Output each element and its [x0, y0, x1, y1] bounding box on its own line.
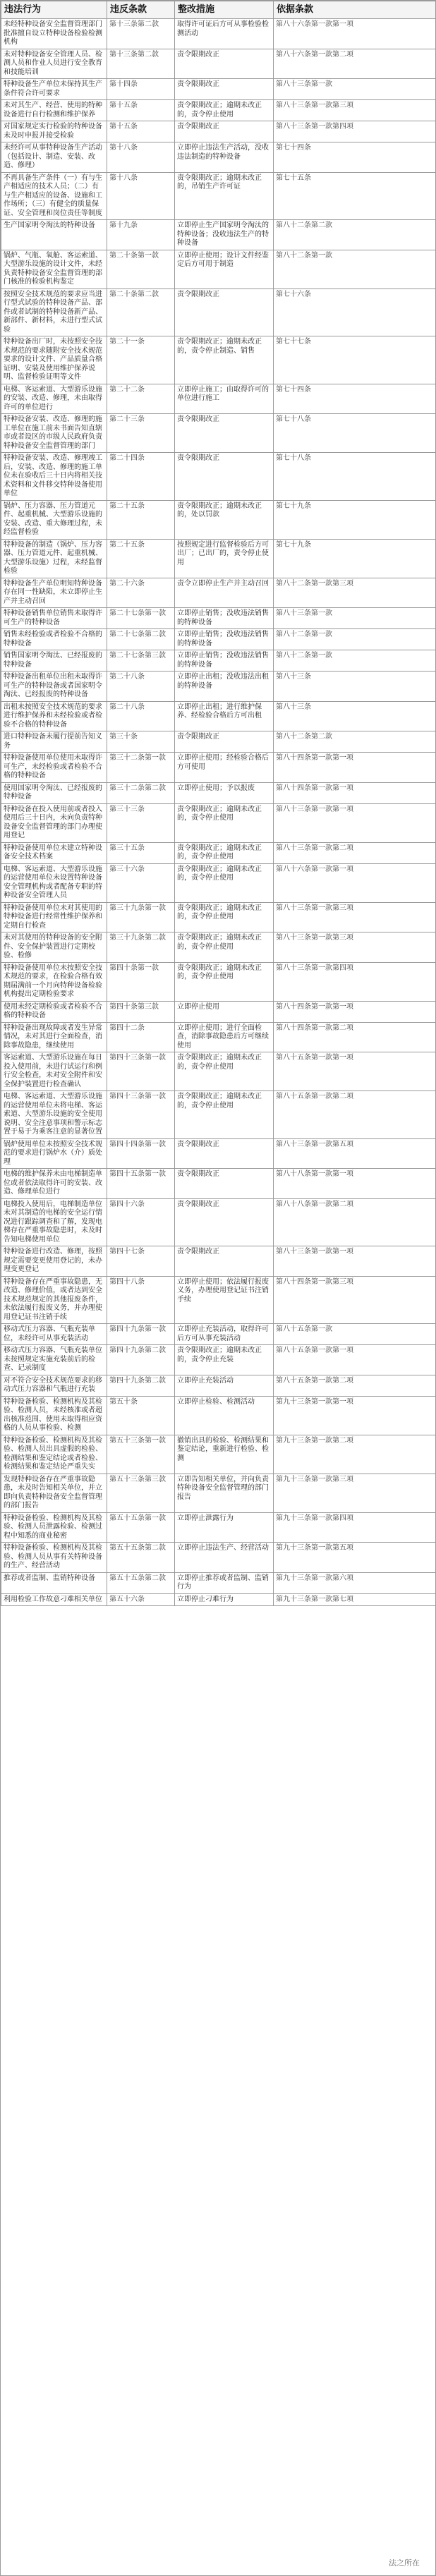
- cell-violation: 使用未经定期检验或者检验不合格的特种设备: [1, 1001, 107, 1022]
- cell-basis: 第七十四条: [274, 384, 436, 414]
- table-row: [1, 1396, 436, 1435]
- cell-violation: 特种设备的制造（锅炉、压力容器、压力管道元件、起重机械、大型游乐设施）过程，未经监督检验: [1, 539, 107, 578]
- cell-violation: 锅炉、压力容器、压力管道元件、起重机械、大型游乐设施的安装、改造、重大修理过程，未经监督检验: [1, 500, 107, 539]
- cell-measures: 责令限期改正；逾期未改正的，责令停止充装: [175, 1345, 274, 1375]
- table-row: [1, 1138, 436, 1169]
- cell-clause: 第二十七条第三款: [107, 650, 175, 672]
- cell-clause: 第三十九条第一款: [107, 902, 175, 932]
- cell-violation: 未经特种设备安全监督管理部门批准擅自设立特种设备检验检测机构: [1, 19, 107, 49]
- cell-clause: 第四十二条: [107, 1022, 175, 1052]
- cell-violation: 特种设备使用单位未按照安全技术规范的要求，在检验合格有效期届满前一个月向特种设备检验机构提出定期检验要求: [1, 962, 107, 1001]
- cell-measures: 立即停止使用；设计文件经鉴定后方可用于制造: [175, 250, 274, 288]
- cell-basis: 第九十三条第一款第二项: [274, 1435, 436, 1474]
- cell-clause: 第五十五条第一款: [107, 1512, 175, 1543]
- cell-clause: 第四十六条: [107, 1198, 175, 1246]
- cell-clause: 第五十五条第二款: [107, 1543, 175, 1573]
- cell-violation: 特种设备检验、检测机构及其检验、检测人员，未经核准或者超出核准范围、使用未取得相应资格的人员从事检验、检测: [1, 1396, 107, 1435]
- table-row: [1, 49, 436, 79]
- cell-measures: 责令限期改正；逾期未改正的，责令停止制造、销售: [175, 336, 274, 384]
- cell-clause: 第四十三条第一款: [107, 1091, 175, 1139]
- cell-measures: 责令限期改正；逾期未改正的，责令停止使用: [175, 932, 274, 963]
- cell-measures: 责令限期改正: [175, 79, 274, 100]
- cell-violation: 按照安全技术规范的要求应当进行型式试验的特种设备产品、部件或者试制的特种设备新产品、新部件、新材料，未进行型式试验: [1, 288, 107, 336]
- table-row: [1, 1593, 436, 1606]
- cell-violation: 不再具备生产条件（一）有与生产相适应的技术人员；（二）有与生产相适应的设备、设施和工作场所；（三）有健全的质量保证、安全管理和岗位责任等制度: [1, 172, 107, 220]
- cell-basis: 第八十八条第一款第一项: [274, 1169, 436, 1199]
- table-row: [1, 1324, 436, 1345]
- table-row: [1, 650, 436, 672]
- cell-violation: 发现特种设备存在严重事故隐患，未及时告知相关单位，并立即向负责特种设备安全监督管理的部门报告: [1, 1474, 107, 1512]
- table-row: [1, 220, 436, 250]
- cell-measures: 立即停止刁难行为: [175, 1593, 274, 1606]
- cell-clause: 第三十五条: [107, 842, 175, 863]
- cell-violation: 移动式压力容器、气瓶充装单位，未经许可从事充装活动: [1, 1324, 107, 1345]
- cell-basis: 第八十三条第一款第四项: [274, 962, 436, 1001]
- cell-violation: 使用国家明令淘汰、已经报废的特种设备: [1, 782, 107, 803]
- cell-violation: 特种设备进行改造、修理，按照规定需要变更使用登记的，未办理变更登记: [1, 1246, 107, 1277]
- cell-clause: 第十五条: [107, 121, 175, 142]
- cell-basis: 第八十三条第一款第三项: [274, 100, 436, 121]
- cell-violation: 电梯、客运索道、大型游乐设施的运营使用单位未将电梯、客运索道、大型游乐设施的安全使用说明、安全注意事项和警示标志置于易于为乘客注意的显著位置: [1, 1091, 107, 1139]
- cell-violation: 电梯、客运索道、大型游乐设施的安装、改造、修理，未由取得许可的单位进行: [1, 384, 107, 414]
- cell-clause: 第二十七条第一款: [107, 608, 175, 629]
- cell-clause: 第四十五条第一款: [107, 1169, 175, 1199]
- cell-measures: 责令限期改正: [175, 1138, 274, 1169]
- header-violation: 违法行为: [1, 1, 107, 19]
- cell-violation: 销售未经检验或者检验不合格的特种设备: [1, 629, 107, 650]
- cell-basis: 第八十三条第一款: [274, 608, 436, 629]
- cell-clause: 第四十九条第一款: [107, 1324, 175, 1345]
- cell-basis: 第八十二条第一款: [274, 629, 436, 650]
- table-row: [1, 863, 436, 902]
- table-row: [1, 288, 436, 336]
- cell-measures: 立即停止充装活动，取得许可后方可从事充装活动: [175, 1324, 274, 1345]
- cell-basis: 第八十三条: [274, 672, 436, 702]
- cell-clause: 第二十七条第二款: [107, 629, 175, 650]
- cell-clause: 第五十六条: [107, 1593, 175, 1606]
- cell-measures: 立即停止销售；没收违法销售的特种设备: [175, 608, 274, 629]
- cell-measures: 责令限期改正；逾期未改正的，责令停止使用: [175, 100, 274, 121]
- cell-clause: 第二十五条: [107, 500, 175, 539]
- cell-measures: 责令限期改正；逾期未改正的，责令停止使用: [175, 1052, 274, 1091]
- cell-measures: 立即停止出租；进行维护保养、经检验合格后方可出租: [175, 701, 274, 731]
- cell-clause: 第四十三条第一款: [107, 1052, 175, 1091]
- cell-violation: 生产国家明令淘汰的特种设备: [1, 220, 107, 250]
- cell-basis: 第八十六条第一款第一项: [274, 863, 436, 902]
- cell-clause: 第二十三条: [107, 414, 175, 453]
- cell-basis: 第七十七条: [274, 336, 436, 384]
- cell-measures: 立即停止使用；依法履行报废义务，办理使用登记证书注销手续: [175, 1276, 274, 1324]
- cell-basis: 第八十四条第一款第一项: [274, 782, 436, 803]
- cell-basis: 第八十六条第一款第二项: [274, 49, 436, 79]
- table-row: [1, 803, 436, 842]
- cell-measures: 责令限期改正；逾期未改正的，责令停止使用: [175, 962, 274, 1001]
- cell-violation: 特种设备销售单位销售未取得许可生产的特种设备: [1, 608, 107, 629]
- cell-measures: 立即停止生产国家明令淘汰的特种设备；没收违法生产的特种设备: [175, 220, 274, 250]
- cell-violation: 出租未按照安全技术规范的要求进行维护保养和未经检验或者检验不合格的特种设备: [1, 701, 107, 731]
- cell-basis: 第八十三条第一款第一项: [274, 803, 436, 842]
- cell-violation: 特种设备生产单位明知特种设备存在同一性缺陷，未立即停止生产并主动召回: [1, 578, 107, 608]
- cell-clause: 第四十条第三款: [107, 1001, 175, 1022]
- cell-clause: 第十八条: [107, 142, 175, 173]
- table-row: [1, 1435, 436, 1474]
- table-row: [1, 701, 436, 731]
- cell-basis: 第八十六条第一款第一项: [274, 19, 436, 49]
- cell-violation: 锅炉、气瓶、氧舱、客运索道、大型游乐设施的设计文件，未经负责特种设备安全监督管理的部门核准的检验机构鉴定: [1, 250, 107, 288]
- cell-basis: 第八十四条第一款第三项: [274, 1276, 436, 1324]
- cell-clause: 第三十九条第二款: [107, 932, 175, 963]
- cell-measures: 责令限期改正；逾期未改正的，责令停止使用: [175, 842, 274, 863]
- table-row: [1, 1474, 436, 1512]
- cell-measures: 责令限期改正；逾期未改正的，处以罚款: [175, 500, 274, 539]
- cell-violation: 特种设备使用单位使用未取得许可生产，未经检验或者检验不合格的特种设备: [1, 753, 107, 783]
- table-row: [1, 1001, 436, 1022]
- table-row: [1, 1169, 436, 1199]
- cell-clause: 第二十二条: [107, 384, 175, 414]
- table-row: [1, 539, 436, 578]
- cell-measures: 责令限期改正: [175, 414, 274, 453]
- table-row: [1, 500, 436, 539]
- table-row: [1, 414, 436, 453]
- table-row: [1, 384, 436, 414]
- cell-clause: 第四十四条第一款: [107, 1138, 175, 1169]
- cell-clause: 第十四条: [107, 79, 175, 100]
- cell-clause: 第二十四条: [107, 453, 175, 501]
- cell-measures: 按照规定进行监督检验后方可出厂；已出厂的，责令停止使用: [175, 539, 274, 578]
- cell-basis: 第七十九条: [274, 500, 436, 539]
- cell-basis: 第七十四条: [274, 142, 436, 173]
- cell-basis: 第八十四条第一款第二项: [274, 1022, 436, 1052]
- cell-clause: 第三十二条第一款: [107, 753, 175, 783]
- cell-clause: 第十五条: [107, 100, 175, 121]
- cell-clause: 第四十九条第二款: [107, 1345, 175, 1375]
- cell-measures: 责令限期改正: [175, 288, 274, 336]
- header-row: [1, 1, 436, 19]
- cell-basis: 第八十二条第一款: [274, 650, 436, 672]
- cell-measures: 责令限期改正: [175, 731, 274, 753]
- cell-basis: 第七十九条: [274, 539, 436, 578]
- cell-violation: 特种设备出租单位出租未取得许可生产的特种设备或者国家明令淘汰、已经报废的特种设备: [1, 672, 107, 702]
- table-row: [1, 962, 436, 1001]
- cell-violation: 未对特种设备安全管理人员、检测人员和作业人员进行安全教育和技能培训: [1, 49, 107, 79]
- cell-basis: 第八十二条第二款: [274, 220, 436, 250]
- cell-basis: 第八十四条第一款第一项: [274, 1001, 436, 1022]
- table-row: [1, 142, 436, 173]
- cell-basis: 第八十二条第二款: [274, 731, 436, 753]
- watermark: 法之所在: [389, 2558, 420, 2568]
- cell-basis: 第八十三条: [274, 701, 436, 731]
- table-row: [1, 453, 436, 501]
- table-row: [1, 1052, 436, 1091]
- cell-measures: 立即停止出租；没收违法出租的特种设备: [175, 672, 274, 702]
- cell-clause: 第十八条: [107, 172, 175, 220]
- cell-violation: 对不符合安全技术规范要求的移动式压力容器和气瓶进行充装: [1, 1375, 107, 1396]
- cell-violation: 锅炉使用单位未按照安全技术规范的要求进行锅炉水（介）质处理: [1, 1138, 107, 1169]
- cell-measures: 责令限期改正；逾期未改正的，责令停止使用: [175, 863, 274, 902]
- cell-violation: 移动式压力容器、气瓶充装单位未按照规定实施充装前后的检查、记录制度: [1, 1345, 107, 1375]
- cell-measures: 责令限期改正: [175, 1169, 274, 1199]
- table-row: [1, 1345, 436, 1375]
- table-row: [1, 1512, 436, 1543]
- cell-violation: 电梯的维护保养未由电梯制造单位或者依法取得许可的安装、改造、修理单位进行: [1, 1169, 107, 1199]
- cell-basis: 第七十六条: [274, 288, 436, 336]
- cell-measures: 责令限期改正: [175, 1246, 274, 1277]
- cell-violation: 电梯投入使用后，电梯制造单位未对其制造的电梯的安全运行情况进行跟踪调查和了解，发现电梯存在严重事故隐患时，未及时告知电梯使用单位: [1, 1198, 107, 1246]
- cell-measures: 取得许可证后方可从事检验检测活动: [175, 19, 274, 49]
- cell-violation: 未对其生产、经营、使用的特种设备进行自行检测和维护保养: [1, 100, 107, 121]
- cell-clause: 第十三条第二款: [107, 19, 175, 49]
- cell-measures: 立即停止泄露行为: [175, 1512, 274, 1543]
- cell-clause: 第二十一条: [107, 336, 175, 384]
- cell-basis: 第九十三条第一款第六项: [274, 1572, 436, 1593]
- cell-basis: 第八十三条第一款第三项: [274, 902, 436, 932]
- cell-measures: 立即停止销售；没收违法销售的特种设备: [175, 629, 274, 650]
- cell-basis: 第八十五条第一款第二项: [274, 1375, 436, 1396]
- cell-violation: 电梯、客运索道、大型游乐设施的运营使用单位未设置特种设备安全管理机构或者配备专职的特种设备安全管理人员: [1, 863, 107, 902]
- table-row: [1, 1246, 436, 1277]
- cell-violation: 对国家规定实行检验的特种设备未及时申报并接受检验: [1, 121, 107, 142]
- cell-measures: 责令限期改正；逾期未改正的，责令停止使用: [175, 803, 274, 842]
- cell-clause: 第二十八条: [107, 701, 175, 731]
- cell-basis: 第八十四条第一款第一项: [274, 753, 436, 783]
- cell-measures: 立即停止施工；由取得许可的单位进行施工: [175, 384, 274, 414]
- cell-basis: 第八十二条第一款: [274, 250, 436, 288]
- cell-clause: 第十三条第二款: [107, 49, 175, 79]
- cell-clause: 第三十二条第二款: [107, 782, 175, 803]
- table-row: [1, 1572, 436, 1593]
- cell-clause: 第五十三条第三款: [107, 1474, 175, 1512]
- cell-basis: 第八十三条第一款第二项: [274, 842, 436, 863]
- cell-basis: 第九十三条第一款第三项: [274, 1474, 436, 1512]
- cell-clause: 第四十七条: [107, 1246, 175, 1277]
- cell-clause: 第四十条第一款: [107, 962, 175, 1001]
- cell-clause: 第二十五条: [107, 539, 175, 578]
- cell-measures: 立即停止推荐或者监制、监销行为: [175, 1572, 274, 1593]
- cell-basis: 第八十三条第一款第一项: [274, 1246, 436, 1277]
- cell-violation: 客运索道、大型游乐设施在每日投入使用前，未进行试运行和例行安全检查，未对安全附件和安全保护装置进行检查确认: [1, 1052, 107, 1091]
- cell-basis: 第九十三条第一款第四项: [274, 1512, 436, 1543]
- table-row: [1, 753, 436, 783]
- cell-basis: 第八十三条第一款第五项: [274, 1138, 436, 1169]
- cell-measures: 立即停止使用；进行全面检查，消除事故隐患后方可继续使用: [175, 1022, 274, 1052]
- cell-measures: 责令限期改正；逾期未改正的，责令停止使用: [175, 1091, 274, 1139]
- cell-measures: 立即停止违法生产、经营活动: [175, 1543, 274, 1573]
- cell-measures: 立即停止使用；予以报废: [175, 782, 274, 803]
- table-row: [1, 608, 436, 629]
- table-row: [1, 172, 436, 220]
- cell-basis: 第九十三条第一款第一项: [274, 1396, 436, 1435]
- cell-measures: 立即停止使用；经检验合格后方可使用: [175, 753, 274, 783]
- cell-basis: 第七十五条: [274, 172, 436, 220]
- cell-basis: 第九十三条第一款第七项: [274, 1593, 436, 1606]
- cell-violation: 未对其使用的特种设备的安全附件、安全保护装置进行定期校验、检修: [1, 932, 107, 963]
- table-row: [1, 121, 436, 142]
- cell-basis: 第八十五条第一款第二项: [274, 1091, 436, 1139]
- header-clause: 违反条款: [107, 1, 175, 19]
- cell-measures: 立即告知相关单位，并向负责特种设备安全监督管理的部门报告: [175, 1474, 274, 1512]
- cell-measures: 责令限期改正；逾期未改正的，责令停止使用: [175, 902, 274, 932]
- cell-violation: 特种设备检验、检测机构及其检验、检测人员从事有关特种设备的生产、经营活动: [1, 1543, 107, 1573]
- cell-clause: 第四十九条第二款: [107, 1375, 175, 1396]
- table-row: [1, 336, 436, 384]
- header-measures: 整改措施: [175, 1, 274, 19]
- cell-violation: 利用检验工作故意刁难相关单位: [1, 1593, 107, 1606]
- cell-violation: 特种设备安装、改造、修理的施工单位在施工前未书面告知直辖市或者设区的市级人民政府负责特种设备安全监督管理的部门: [1, 414, 107, 453]
- cell-clause: 第五十五条第二款: [107, 1572, 175, 1593]
- table-row: [1, 250, 436, 288]
- cell-clause: 第二十条第二款: [107, 288, 175, 336]
- table-row: [1, 1375, 436, 1396]
- cell-clause: 第三十六条: [107, 863, 175, 902]
- table-row: [1, 1022, 436, 1052]
- cell-basis: 第八十五条第一款: [274, 1324, 436, 1345]
- cell-basis: 第八十三条第一款第四项: [274, 121, 436, 142]
- cell-measures: 立即停止违法生产活动，没收违法制造的特种设备: [175, 142, 274, 173]
- violations-table: [1, 1, 436, 1606]
- table-row: [1, 672, 436, 702]
- cell-violation: 特种设备存在严重事故隐患，无改造、修理价值，或者达到安全技术规范规定的其他报废条件，未依法履行报废义务，并办理使用登记证书注销手续: [1, 1276, 107, 1324]
- cell-clause: 第二十条第一款: [107, 250, 175, 288]
- cell-violation: 特种设备出现故障或者发生异常情况，未对其进行全面检查，消除事故隐患，继续使用: [1, 1022, 107, 1052]
- cell-clause: 第五十条: [107, 1396, 175, 1435]
- table-row: [1, 629, 436, 650]
- cell-measures: 撤销出具的检验、检测结果和鉴定结论，重新进行检验、检测: [175, 1435, 274, 1474]
- table-row: [1, 902, 436, 932]
- table-row: [1, 782, 436, 803]
- table-row: [1, 1091, 436, 1139]
- cell-basis: 第八十五条第一款第一项: [274, 1345, 436, 1375]
- cell-basis: 第八十二条第一款第三项: [274, 578, 436, 608]
- cell-measures: 立即停止充装活动: [175, 1375, 274, 1396]
- cell-measures: 责令限期改正；逾期未改正的，吊销生产许可证: [175, 172, 274, 220]
- table-row: [1, 1276, 436, 1324]
- cell-clause: 第二十六条: [107, 578, 175, 608]
- cell-clause: 第十九条: [107, 220, 175, 250]
- table-row: [1, 79, 436, 100]
- table-row: [1, 842, 436, 863]
- cell-violation: 特种设备生产单位未保持其生产条件符合许可要求: [1, 79, 107, 100]
- cell-basis: 第八十八条第一款第二项: [274, 1198, 436, 1246]
- cell-violation: 特种设备使用单位未建立特种设备安全技术档案: [1, 842, 107, 863]
- cell-violation: 特种设备出厂时，未按照安全技术规范的要求随附安全技术规范要求的设计文件、产品质量合格证明、安装及使用维护保养说明、监督检验证明等文件: [1, 336, 107, 384]
- cell-measures: 立即停止检验、检测活动: [175, 1396, 274, 1435]
- cell-clause: 第二十八条: [107, 672, 175, 702]
- cell-basis: 第八十三条第一款: [274, 79, 436, 100]
- cell-measures: 责令限期改正: [175, 453, 274, 501]
- cell-clause: 第五十三条第一款: [107, 1435, 175, 1474]
- cell-violation: 特种设备检验、检测机构及其检验、检测人员泄露检验、检测过程中知悉的商业秘密: [1, 1512, 107, 1543]
- cell-violation: 进口特种设备未履行提前告知义务: [1, 731, 107, 753]
- cell-violation: 特种设备使用单位未对其使用的特种设备进行经常性维护保养和定期自行检查: [1, 902, 107, 932]
- cell-clause: 第三十条: [107, 731, 175, 753]
- cell-measures: 立即停止销售；没收违法销售的特种设备: [175, 650, 274, 672]
- cell-basis: 第七十八条: [274, 414, 436, 453]
- cell-violation: 特种设备检验、检测机构及其检验、检测人员出具虚假的检验、检测结果和鉴定结论或者检验、检测结果和鉴定结论严重失实: [1, 1435, 107, 1474]
- cell-basis: 第八十五条第一款第一项: [274, 1052, 436, 1091]
- cell-violation: 销售国家明令淘汰、已经报废的特种设备: [1, 650, 107, 672]
- header-basis: 依据条款: [274, 1, 436, 19]
- table-row: [1, 19, 436, 49]
- cell-basis: 第七十八条: [274, 453, 436, 501]
- table-row: [1, 578, 436, 608]
- cell-violation: 未经许可从事特种设备生产活动（包括设计、制造、安装、改造、修理）: [1, 142, 107, 173]
- cell-violation: 推荐或者监制、监销特种设备: [1, 1572, 107, 1593]
- cell-basis: 第八十三条第一款第三项: [274, 932, 436, 963]
- table-row: [1, 1543, 436, 1573]
- cell-violation: 特种设备安装、改造、修理竣工后，安装、改造、修理的施工单位未在验收后三十日内将相关技术资料和文件移交特种设备使用单位: [1, 453, 107, 501]
- cell-measures: 责令限期改正: [175, 121, 274, 142]
- cell-clause: 第四十八条: [107, 1276, 175, 1324]
- cell-measures: 责令限期改正: [175, 49, 274, 79]
- cell-measures: 责令限期改正: [175, 1198, 274, 1246]
- table-row: [1, 100, 436, 121]
- cell-measures: 立即停止使用: [175, 1001, 274, 1022]
- cell-basis: 第九十三条第一款第五项: [274, 1543, 436, 1573]
- table-row: [1, 932, 436, 963]
- table-row: [1, 1198, 436, 1246]
- table-body: [1, 19, 436, 1606]
- cell-measures: 责令立即停止生产并主动召回: [175, 578, 274, 608]
- cell-clause: 第三十三条: [107, 803, 175, 842]
- table-row: [1, 731, 436, 753]
- cell-violation: 特种设备在投入使用前或者投入使用后三十日内，未向负责特种设备安全监督管理的部门办理使用登记: [1, 803, 107, 842]
